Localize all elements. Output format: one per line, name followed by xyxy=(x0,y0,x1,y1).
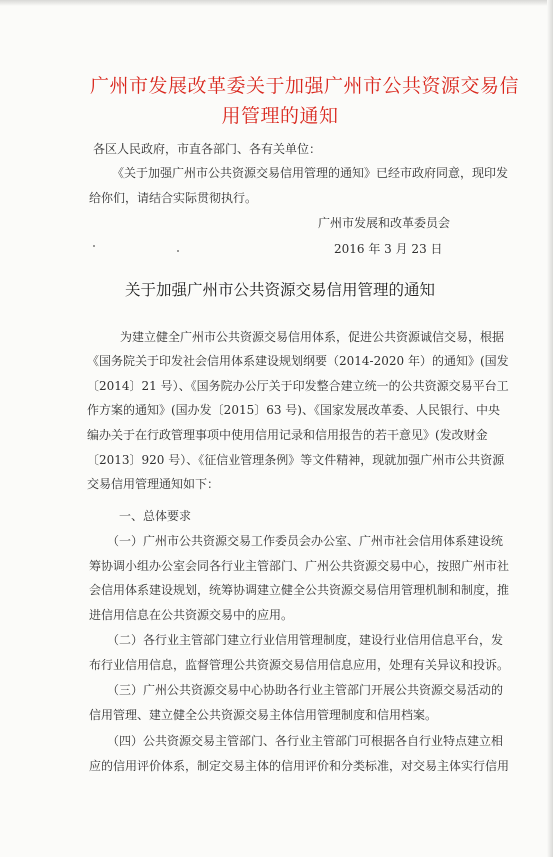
document-line: 《国务院关于印发社会信用体系建设规划纲要（2014-2020 年）的通知》(国发 xyxy=(87,354,509,368)
document-line: （三）广州公共资源交易中心协助各行业主管部门开展公共资源交易活动的 xyxy=(107,683,504,697)
document-line: （二）各行业主管部门建立行业信用管理制度，建设行业信用信息平台，发 xyxy=(107,633,504,647)
document-line: 筹协调小组办公室会同各行业主管部门、广州公共资源交易中心，按照广州市社 xyxy=(89,559,510,573)
document-line: 布行业信用信息，监督管理公共资源交易信用信息应用，处理有关异议和投诉。 xyxy=(89,658,510,672)
scan-speck xyxy=(177,250,179,252)
notice-body-line: 《关于加强广州市公共资源交易信用管理的通知》已经市政府同意，现印发 xyxy=(112,166,509,180)
document-line: 〔2014〕21 号）、《国务院办公厅关于印发整合建立统一的公共资源交易平台工 xyxy=(87,379,509,393)
notice-title-line-2: 用管理的通知 xyxy=(221,105,339,127)
document-line: 进信用信息在公共资源交易中的应用。 xyxy=(89,608,294,622)
section-heading: 一、总体要求 xyxy=(119,509,192,523)
document-line: 编办关于在行政管理事项中使用信用记录和信用报告的若干意见》(发改财金 xyxy=(87,428,488,442)
document-line: 交易信用管理通知如下： xyxy=(87,477,220,491)
notice-body-line: 给你们，请结合实际贯彻执行。 xyxy=(89,191,258,205)
document-line: 会信用体系建设规划，统筹协调建立健全公共资源交易信用管理机制和制度，推 xyxy=(89,583,510,597)
document-line: 〔2013〕920 号）、《征信业管理条例》等文件精神，现就加强广州市公共资源 xyxy=(87,453,505,467)
document-line: 应的信用评价体系，制定交易主体的信用评价和分类标准，对交易主体实行信用 xyxy=(89,759,510,773)
document-line: 为建立健全广州市公共资源交易信用体系，促进公共资源诚信交易，根据 xyxy=(120,330,505,344)
document-title: 关于加强广州市公共资源交易信用管理的通知 xyxy=(124,281,435,299)
notice-title-line-1: 广州市发展改革委关于加强广州市公共资源交易信 xyxy=(90,75,520,97)
issue-date: 2016 年 3 月 23 日 xyxy=(334,242,443,256)
document-line: 信用管理、建立健全公共资源交易主体信用管理制度和信用档案。 xyxy=(89,708,438,722)
issuer-name: 广州市发展和改革委员会 xyxy=(318,216,451,230)
salutation: 各区人民政府，市直各部门、各有关单位： xyxy=(93,142,322,156)
scan-speck xyxy=(93,245,95,247)
page-edge-shadow-top xyxy=(0,0,553,6)
document-line: （四）公共资源交易主管部门、各行业主管部门可根据各自行业特点建立相 xyxy=(107,734,504,748)
page-edge-shadow-right xyxy=(547,0,553,857)
document-line: 作方案的通知》(国办发〔2015〕63 号)、《国家发展改革委、人民银行、中央 xyxy=(87,403,500,417)
document-line: （一）广州市公共资源交易工作委员会办公室、广州市社会信用体系建设统 xyxy=(107,534,504,548)
